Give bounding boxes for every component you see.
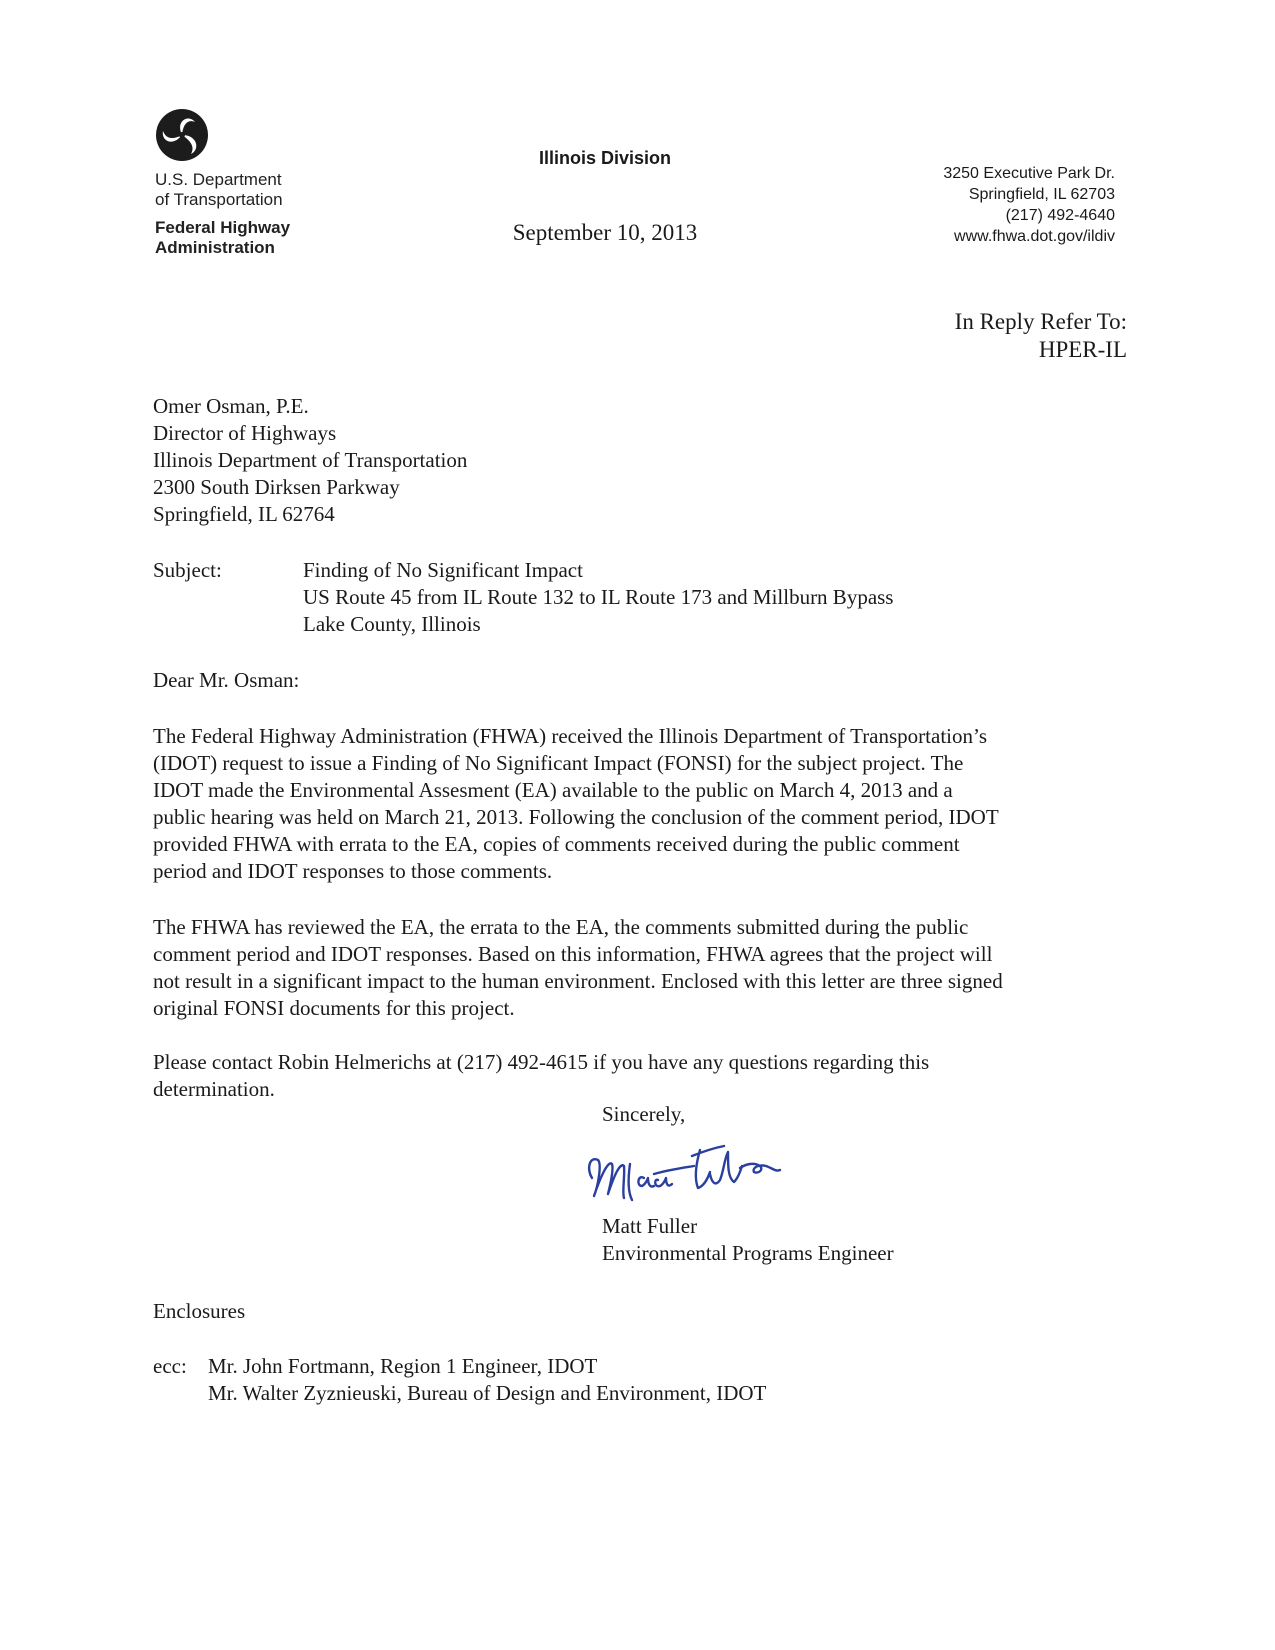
- salutation: Dear Mr. Osman:: [153, 668, 300, 692]
- paragraph-line: determination.: [153, 1077, 275, 1101]
- ecc-list: [208, 1353, 766, 1407]
- ecc-recipient: Mr. John Fortmann, Region 1 Engineer, IDOT: [208, 1354, 598, 1378]
- address-link[interactable]: www.fhwa.dot.gov/ildiv: [954, 228, 1115, 245]
- body-paragraph: [153, 1049, 1128, 1103]
- subject-line: US Route 45 from IL Route 132 to IL Route 173 and Millburn Bypass: [303, 585, 894, 609]
- administration-line: Administration: [155, 238, 275, 257]
- subject-line: Finding of No Significant Impact: [303, 558, 583, 582]
- signer-title: Environmental Programs Engineer: [602, 1241, 894, 1265]
- signer-block: [602, 1213, 894, 1267]
- administration-line: Federal Highway: [155, 218, 291, 237]
- recipient-line: Springfield, IL 62764: [153, 502, 335, 526]
- ecc-label: ecc:: [153, 1354, 187, 1378]
- ecc-recipient: Mr. Walter Zyznieuski, Bureau of Design and Environment, IDOT: [208, 1381, 767, 1405]
- closing: Sincerely,: [602, 1102, 686, 1126]
- reply-label: In Reply Refer To:: [954, 309, 1127, 334]
- address-line: 3250 Executive Park Dr.: [943, 165, 1115, 182]
- recipient-block: [153, 393, 467, 528]
- paragraph-line: not result in a significant impact to the human environment. Enclosed with this letter are three signed: [153, 969, 1003, 993]
- paragraph-line: IDOT made the Environmental Assesment (EA) available to the public on March 4, 2013 and a: [153, 778, 953, 802]
- subject-label: Subject:: [153, 558, 222, 582]
- recipient-line: 2300 South Dirksen Parkway: [153, 475, 400, 499]
- subject-line: Lake County, Illinois: [303, 612, 481, 636]
- recipient-line: Illinois Department of Transportation: [153, 448, 468, 472]
- paragraph-line: (IDOT) request to issue a Finding of No Significant Impact (FONSI) for the subject project. The: [153, 751, 964, 775]
- office-address: [943, 163, 1115, 247]
- paragraph-line: Please contact Robin Helmerichs at (217) 492-4615 if you have any questions regarding this: [153, 1050, 930, 1074]
- subject-lines: [303, 557, 893, 638]
- paragraph-line: The FHWA has reviewed the EA, the errata to the EA, the comments submitted during the public: [153, 915, 969, 939]
- paragraph-line: comment period and IDOT responses. Based on this information, FHWA agrees that the project will: [153, 942, 993, 966]
- paragraph-line: original FONSI documents for this project.: [153, 996, 515, 1020]
- agency-name: [155, 170, 283, 210]
- agency-line: U.S. Department: [155, 170, 282, 189]
- agency-line: of Transportation: [155, 190, 283, 209]
- paragraph-line: public hearing was held on March 21, 2013. Following the conclusion of the comment period, IDOT: [153, 805, 999, 829]
- recipient-line: Director of Highways: [153, 421, 337, 445]
- paragraph-line: period and IDOT responses to those comments.: [153, 859, 553, 883]
- address-line: (217) 492-4640: [1005, 207, 1115, 224]
- division-name: Illinois Division: [538, 148, 672, 168]
- letter-date: September 10, 2013: [512, 220, 698, 245]
- body-paragraph: [153, 723, 1128, 885]
- signature-image: [578, 1134, 788, 1210]
- body-paragraph: [153, 914, 1128, 1022]
- address-line: Springfield, IL 62703: [968, 186, 1115, 203]
- recipient-line: Omer Osman, P.E.: [153, 394, 309, 418]
- enclosures-note: Enclosures: [153, 1299, 246, 1323]
- paragraph-line: The Federal Highway Administration (FHWA) received the Illinois Department of Transportation’s: [153, 724, 988, 748]
- administration-name: [155, 218, 290, 258]
- paragraph-line: provided FHWA with errata to the EA, copies of comments received during the public comment: [153, 832, 960, 856]
- signer-name: Matt Fuller: [602, 1214, 698, 1238]
- reply-reference: [955, 308, 1127, 364]
- dot-logo-icon: [155, 108, 209, 162]
- reply-code: HPER-IL: [1038, 337, 1127, 362]
